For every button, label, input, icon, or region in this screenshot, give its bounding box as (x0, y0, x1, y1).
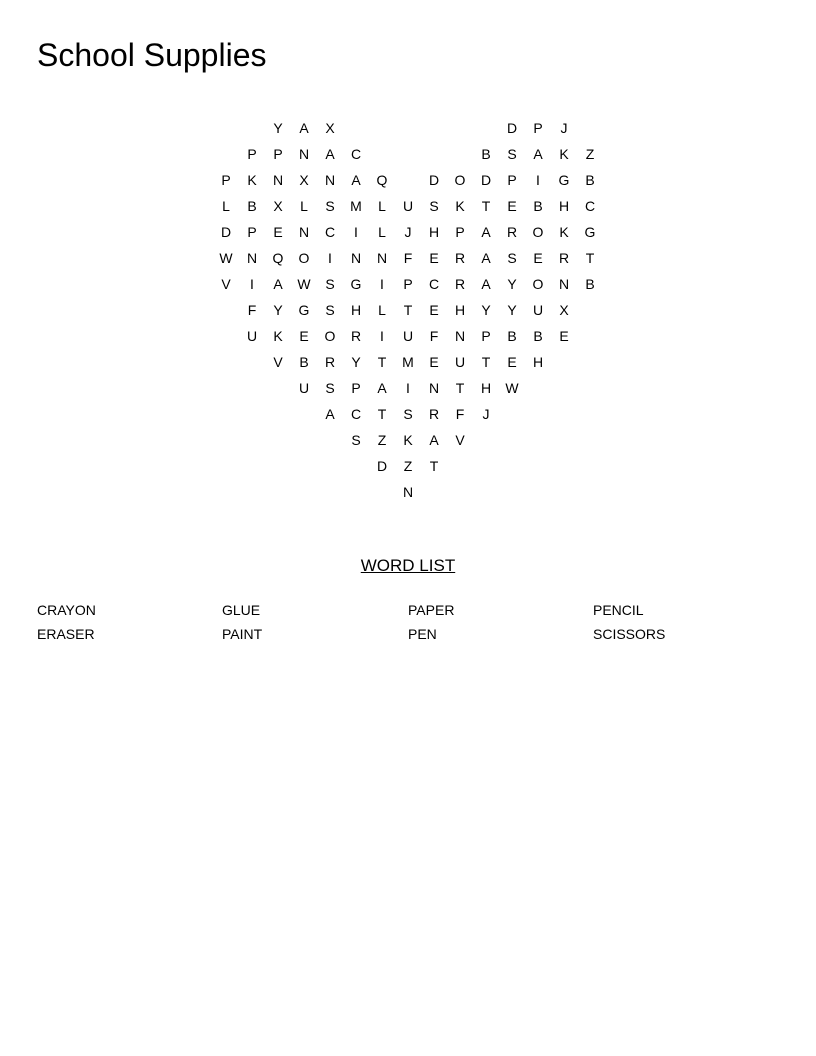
grid-letter: R (506, 224, 518, 240)
word-list-heading: WORD LIST (360, 556, 456, 575)
grid-letter: J (404, 224, 412, 240)
grid-letter: E (299, 328, 309, 344)
grid-letter: P (507, 172, 517, 188)
grid-letter: K (273, 328, 283, 344)
grid-letter: S (325, 276, 335, 292)
grid-letter: R (454, 276, 466, 292)
grid-letter: X (273, 198, 283, 214)
grid-letter: C (350, 406, 362, 422)
grid-letter: T (481, 198, 491, 214)
grid-letter: K (247, 172, 257, 188)
word-list-row (37, 600, 779, 624)
grid-letter: X (325, 120, 335, 136)
grid-letter: P (247, 224, 257, 240)
grid-letter: E (273, 224, 283, 240)
grid-letter: S (325, 380, 335, 396)
grid-letter: C (324, 224, 336, 240)
grid-letter: Q (272, 250, 284, 266)
grid-letter: N (324, 172, 336, 188)
grid-letter: P (273, 146, 283, 162)
grid-letter: E (429, 250, 439, 266)
grid-letter: B (247, 198, 257, 214)
grid-letter: N (376, 250, 388, 266)
grid-letter: L (222, 198, 230, 214)
page-title: School Supplies (37, 37, 267, 73)
grid-letter: B (299, 354, 309, 370)
grid-letter: I (380, 328, 384, 344)
grid-letter: R (350, 328, 362, 344)
grid-letter: D (506, 120, 518, 136)
grid-letter: V (273, 354, 283, 370)
grid-letter: C (350, 146, 362, 162)
grid-letter: I (328, 250, 332, 266)
grid-letter: M (402, 354, 414, 370)
grid-letter: B (507, 328, 517, 344)
grid-letter: X (559, 302, 569, 318)
grid-letter: N (298, 224, 310, 240)
grid-letter: G (558, 172, 570, 188)
grid-letter: E (533, 250, 543, 266)
word-list-item: SCISSORS (593, 626, 666, 642)
grid-letter: I (536, 172, 540, 188)
grid-letter: Q (376, 172, 388, 188)
grid-letter: T (429, 458, 439, 474)
grid-letter: I (406, 380, 410, 396)
word-list (37, 600, 779, 648)
grid-letter: L (378, 198, 386, 214)
grid-letter: Z (585, 146, 595, 162)
grid-letter: P (351, 380, 361, 396)
grid-letter: D (220, 224, 232, 240)
grid-letter: E (559, 328, 569, 344)
grid-letter: Y (273, 302, 283, 318)
grid-letter: X (299, 172, 309, 188)
grid-letter: T (377, 406, 387, 422)
grid-letter: S (429, 198, 439, 214)
grid-letter: Y (507, 276, 517, 292)
grid-letter: K (559, 146, 569, 162)
grid-letter: C (428, 276, 440, 292)
grid-letter: E (429, 302, 439, 318)
grid-letter: T (377, 354, 387, 370)
grid-letter: O (532, 224, 544, 240)
grid-letter: I (250, 276, 254, 292)
grid-letter: P (481, 328, 491, 344)
grid-letter: S (325, 198, 335, 214)
grid-letter: T (455, 380, 465, 396)
grid-letter: I (380, 276, 384, 292)
grid-letter: A (481, 250, 491, 266)
grid-letter: M (350, 198, 362, 214)
grid-letter: A (533, 146, 543, 162)
grid-letter: H (350, 302, 362, 318)
grid-letter: T (481, 354, 491, 370)
grid-letter: S (403, 406, 413, 422)
grid-letter: S (351, 432, 361, 448)
grid-letter: A (377, 380, 387, 396)
grid-letter: G (584, 224, 596, 240)
word-list-item: PAINT (222, 626, 263, 642)
grid-letter: R (324, 354, 336, 370)
grid-letter: S (507, 146, 517, 162)
grid-letter: N (454, 328, 466, 344)
grid-letter: B (585, 276, 595, 292)
grid-letter: A (481, 276, 491, 292)
grid-letter: B (481, 146, 491, 162)
word-list-item: PAPER (408, 602, 455, 618)
grid-letter: H (454, 302, 466, 318)
grid-letter: D (480, 172, 492, 188)
grid-letter: N (298, 146, 310, 162)
grid-letter: N (558, 276, 570, 292)
word-list-item: GLUE (222, 602, 261, 618)
grid-letter: B (585, 172, 595, 188)
grid-letter: U (246, 328, 258, 344)
grid-letter: V (455, 432, 465, 448)
grid-letter: P (403, 276, 413, 292)
grid-letter: R (428, 406, 440, 422)
grid-letter: F (403, 250, 413, 266)
grid-letter: N (272, 172, 284, 188)
grid-letter: A (273, 276, 283, 292)
grid-letter: B (533, 198, 543, 214)
grid-letter: U (454, 354, 466, 370)
grid-letter: D (376, 458, 388, 474)
grid-letter: F (247, 302, 257, 318)
word-list-item: CRAYON (37, 602, 96, 618)
grid-letter: A (429, 432, 439, 448)
grid-letter: E (507, 354, 517, 370)
word-list-item: PENCIL (593, 602, 644, 618)
grid-letter: H (428, 224, 440, 240)
grid-letter: C (584, 198, 596, 214)
grid-letter: U (402, 198, 414, 214)
grid-letter: H (532, 354, 544, 370)
grid-letter: L (378, 224, 386, 240)
grid-letter: D (428, 172, 440, 188)
grid-letter: R (454, 250, 466, 266)
grid-letter: F (455, 406, 465, 422)
grid-letter: Y (481, 302, 491, 318)
grid-letter: T (403, 302, 413, 318)
grid-letter: W (505, 380, 519, 396)
grid-letter: Z (377, 432, 387, 448)
grid-letter: O (298, 250, 310, 266)
grid-letter: Z (403, 458, 413, 474)
grid-letter: E (507, 198, 517, 214)
grid-letter: G (298, 302, 310, 318)
grid-letter: U (402, 328, 414, 344)
grid-letter: N (246, 250, 258, 266)
grid-letter: G (350, 276, 362, 292)
grid-letter: K (559, 224, 569, 240)
grid-letter: Y (507, 302, 517, 318)
grid-letter: S (325, 302, 335, 318)
grid-letter: H (558, 198, 570, 214)
grid-letter: L (300, 198, 308, 214)
grid-letter: L (378, 302, 386, 318)
grid-letter: T (585, 250, 595, 266)
grid-letter: A (325, 146, 335, 162)
grid-letter: P (455, 224, 465, 240)
grid-letter: N (350, 250, 362, 266)
grid-letter: W (297, 276, 311, 292)
grid-letter: O (454, 172, 466, 188)
grid-letter: A (351, 172, 361, 188)
grid-letter: U (298, 380, 310, 396)
grid-letter: F (429, 328, 439, 344)
grid-letter: U (532, 302, 544, 318)
word-list-item: ERASER (37, 626, 95, 642)
grid-letter: J (560, 120, 568, 136)
grid-letter: A (299, 120, 309, 136)
grid-letter: N (428, 380, 440, 396)
grid-letter: P (533, 120, 543, 136)
grid-letter: P (221, 172, 231, 188)
grid-letter: I (354, 224, 358, 240)
grid-letter: E (429, 354, 439, 370)
word-list-item: PEN (408, 626, 437, 642)
grid-letter: P (247, 146, 257, 162)
grid-letter: V (221, 276, 231, 292)
grid-letter: K (455, 198, 465, 214)
grid-letter: R (558, 250, 570, 266)
grid-letter: N (402, 484, 414, 500)
grid-letter: O (532, 276, 544, 292)
grid-letter: J (482, 406, 490, 422)
grid-letter: Y (273, 120, 283, 136)
grid-letter: A (481, 224, 491, 240)
grid-letter: B (533, 328, 543, 344)
grid-letter: W (219, 250, 233, 266)
grid-letter: H (480, 380, 492, 396)
grid-letter: Y (351, 354, 361, 370)
grid-letter: K (403, 432, 413, 448)
grid-letter: O (324, 328, 336, 344)
word-search-grid (0, 0, 816, 520)
word-list-row (37, 624, 779, 648)
grid-letter: A (325, 406, 335, 422)
grid-letter: S (507, 250, 517, 266)
